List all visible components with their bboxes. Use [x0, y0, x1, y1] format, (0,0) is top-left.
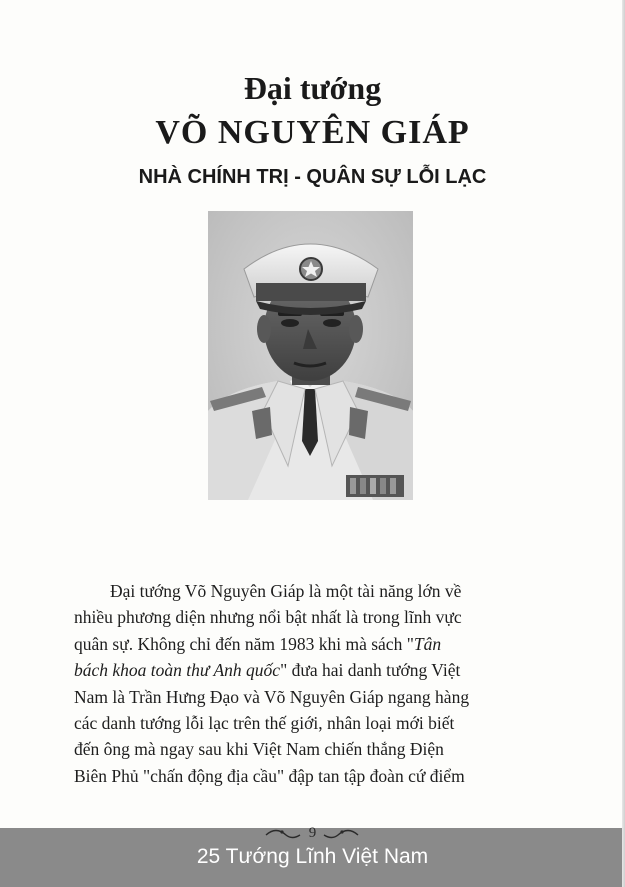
book-title: 25 Tướng Lĩnh Việt Nam [196, 845, 429, 868]
body-paragraph [74, 578, 558, 789]
text-line: đến ông mà ngay sau khi Việt Nam chiến thắng Điện [74, 739, 444, 760]
page-number: 9 [308, 825, 317, 841]
italic-book-title: bách khoa toàn thư Anh quốc [74, 660, 281, 681]
text-line: bách khoa toàn thư Anh quốc" đưa hai danh tướng Việt [74, 660, 461, 681]
text-line: Biên Phủ "chấn động địa cầu" đập tan tập đoàn cứ điểm [74, 765, 465, 786]
text-line: các danh tướng lỗi lạc trên thế giới, nhân loại mới biết [74, 713, 455, 734]
portrait-illustration [208, 211, 413, 500]
text-line: Đại tướng Võ Nguyên Giáp là một tài năng lớn về [110, 581, 462, 601]
chapter-subtitle: NHÀ CHÍNH TRỊ - QUÂN SỰ LỖI LẠC [138, 166, 487, 188]
general-portrait-photo [208, 211, 413, 500]
text-line: nhiều phương diện nhưng nổi bật nhất là trong lĩnh vực [74, 607, 462, 628]
text-line: quân sự. Không chỉ đến năm 1983 khi mà sách "Tân [74, 633, 442, 654]
general-name: VÕ NGUYÊN GIÁP [155, 114, 470, 151]
rank-title: Đại tướng [243, 70, 382, 106]
text-line: Nam là Trần Hưng Đạo và Võ Nguyên Giáp ngang hàng [74, 686, 470, 707]
italic-book-title-start: Tân [413, 633, 442, 654]
